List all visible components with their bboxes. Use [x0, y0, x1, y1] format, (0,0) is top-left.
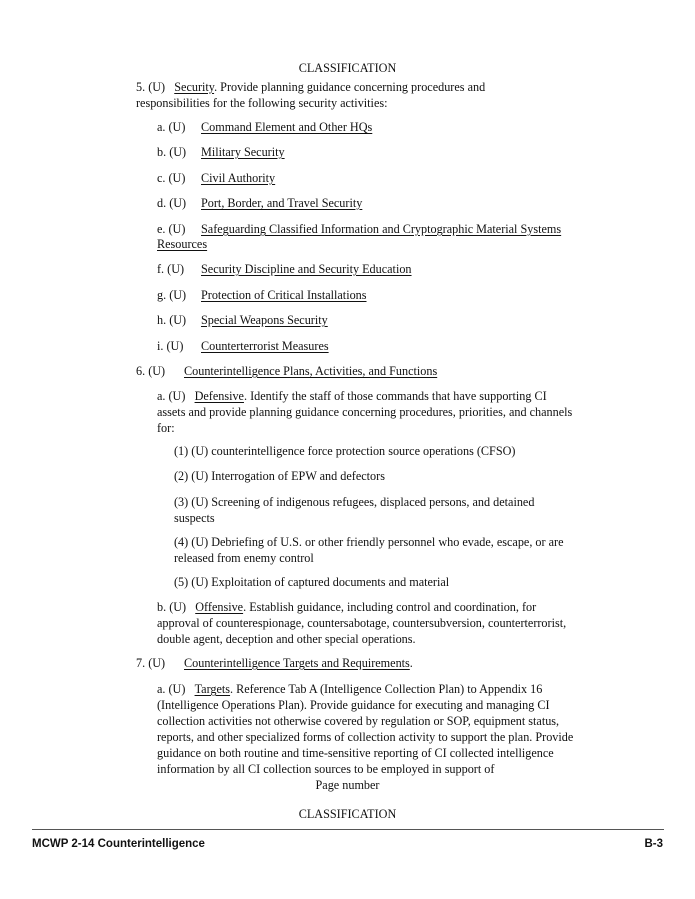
section-5-item-h: h. (U) Special Weapons Security [157, 313, 328, 327]
section-7-number: 7. (U) [136, 656, 166, 670]
section-6-number: 6. (U) [136, 364, 166, 378]
section-6a-subitem-2: (2) (U) Interrogation of EPW and defectors [174, 469, 385, 483]
section-5-item-e-continued: Resources [157, 237, 208, 251]
page-number-label: Page number [315, 778, 380, 792]
section-5-item-g: g. (U) Protection of Critical Installations [157, 288, 367, 302]
section-6a-subitem-4: (4) (U) Debriefing of U.S. or other friendly personnel who evade, escape, or are released from enemy control [174, 535, 564, 565]
section-6a-subitem-5: (5) (U) Exploitation of captured documents and material [174, 575, 450, 589]
section-5-title: Security [174, 80, 215, 94]
section-5-paragraph [136, 79, 536, 111]
section-5-item-f: f. (U) Security Discipline and Security Education [157, 262, 412, 276]
section-7a-title: Targets [194, 682, 231, 696]
section-5-number: 5. (U) [136, 80, 166, 94]
footer-page-id: B-3 [644, 838, 663, 850]
section-5-item-b: b. (U) Military Security [157, 145, 285, 159]
section-5-item-c: c. (U) Civil Authority [157, 171, 276, 185]
section-7-heading: 7. (U) Counterintelligence Targets and Requirements. [136, 656, 413, 670]
section-6b-paragraph: b. (U) Offensive. Establish guidance, including control and coordination, for approval of counterespionage, countersabotage, countersubversion, counterterrorist, double agent, deception and other special operations. [157, 600, 567, 646]
section-6a-subitem-1: (1) (U) counterintelligence force protection source operations (CFSO) [174, 444, 516, 458]
footer-divider [32, 829, 664, 830]
section-6a-subitem-3: (3) (U) Screening of indigenous refugees, displaced persons, and detained suspects [174, 495, 535, 525]
section-5-item-a: a. (U) Command Element and Other HQs [157, 120, 373, 134]
section-6-heading [136, 363, 437, 379]
section-5-item-i: i. (U) Counterterrorist Measures [157, 339, 329, 353]
footer-publication-title: MCWP 2-14 Counterintelligence [32, 838, 205, 850]
section-5-intro: . Provide planning guidance concerning procedures and responsibilities for the following security activities: [136, 80, 486, 110]
section-5-item-e: e. (U) Safeguarding Classified Information and Cryptographic Material Systems [157, 222, 562, 236]
section-6a-paragraph: a. (U) Defensive. Identify the staff of those commands that have supporting CI assets and provide planning guidance concerning procedures, priorities, and channels for: [157, 389, 573, 435]
section-6a-title: Defensive [194, 389, 244, 403]
section-6-title: Counterintelligence Plans, Activities, and Functions [184, 364, 438, 378]
section-7a-paragraph: a. (U) Targets. Reference Tab A (Intelligence Collection Plan) to Appendix 16 (Intelligence Operations Plan). Provide guidance for executing and managing CI collection activities not otherwise covered by regulation or SOP, equipment status, reports, and other specialized forms of collection activity to support the plan. Provide guidance on both routine and time-sensitive reporting of CI collected intelligence information by all CI collection sources to be employed in support of [157, 682, 574, 776]
section-5-item-d: d. (U) Port, Border, and Travel Security [157, 196, 363, 210]
section-7-title: Counterintelligence Targets and Requirements [184, 656, 410, 670]
header-classification: CLASSIFICATION [298, 61, 397, 75]
section-6b-title: Offensive [195, 600, 244, 614]
footer-classification: CLASSIFICATION [298, 807, 397, 821]
